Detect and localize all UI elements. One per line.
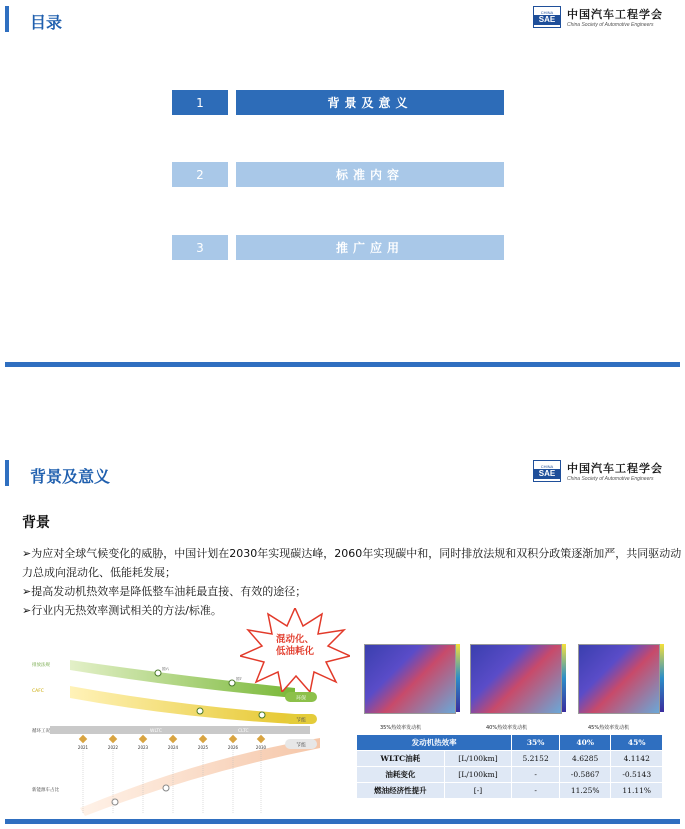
table-cell: [L/100km] — [444, 767, 512, 783]
standard-label: 国7 — [236, 677, 242, 681]
year-label: 2022 — [107, 745, 119, 750]
toc-slide — [0, 0, 685, 372]
lane-label: 新能源车占比 — [32, 788, 59, 793]
slide-title: 背景及意义 — [30, 467, 111, 486]
toc-item-3[interactable] — [172, 235, 504, 260]
table-cell: 5.2152 — [512, 751, 560, 767]
table-cell: [L/100km] — [444, 751, 512, 767]
table-cell: -0.5143 — [611, 767, 663, 783]
table-cell: -0.5867 — [559, 767, 611, 783]
colorbar — [562, 644, 566, 712]
bullet-list — [22, 544, 682, 620]
efficiency-table — [356, 734, 663, 799]
table-header-cell: 40% — [559, 735, 611, 751]
section-heading: 背景 — [22, 515, 50, 531]
engine-map-3 — [578, 644, 660, 714]
table-header-cell: 45% — [611, 735, 663, 751]
year-label: 2023 — [137, 745, 149, 750]
table-cell: - — [512, 767, 560, 783]
bullet-item: ➢行业内无热效率测试相关的方法/标准。 — [22, 604, 222, 617]
map-caption: 40%热效率发动机 — [486, 725, 528, 731]
engine-map-2 — [470, 644, 562, 714]
table-header-row — [357, 735, 663, 751]
table-row — [357, 783, 663, 799]
sae-badge-icon: CHINA SAE — [533, 460, 561, 482]
year-label: 2030 — [255, 745, 267, 750]
logo-name-cn: 中国汽车工程学会 — [567, 8, 663, 21]
year-label: 2026 — [227, 745, 239, 750]
standard-label: 国六 — [162, 667, 169, 671]
sae-badge-icon: CHINA SAE — [533, 6, 561, 28]
table-row — [357, 767, 663, 783]
table-cell: WLTC油耗 — [357, 751, 445, 767]
table-row — [357, 751, 663, 767]
csae-logo — [533, 6, 663, 28]
table-cell: - — [512, 783, 560, 799]
lane-label: 循环工况 — [32, 729, 50, 734]
map-caption: 45%热效率发动机 — [588, 725, 630, 731]
toc-item-2[interactable] — [172, 162, 504, 187]
starburst-text: 混动化、 低油耗化 — [275, 634, 314, 657]
toc-label: 标准内容 — [236, 162, 504, 187]
map-caption: 35%热效率发动机 — [380, 725, 422, 731]
logo-name-en: China Society of Automotive Engineers — [567, 476, 654, 482]
engine-map-1 — [364, 644, 456, 714]
tag-label: 环保 — [295, 695, 307, 702]
logo-name-cn: 中国汽车工程学会 — [567, 462, 663, 475]
toc-number: 3 — [172, 235, 228, 260]
title-accent-bar — [5, 460, 9, 486]
year-label: 2021 — [77, 745, 89, 750]
year-label: 2024 — [167, 745, 179, 750]
table-cell: 4.1142 — [611, 751, 663, 767]
toc-title: 目录 — [30, 13, 63, 32]
toc-label: 背景及意义 — [236, 90, 504, 115]
year-label: 2025 — [197, 745, 209, 750]
table-header-cell: 35% — [512, 735, 560, 751]
table-cell: 油耗变化 — [357, 767, 445, 783]
table-header-cell: 发动机热效率 — [357, 735, 512, 751]
table-cell: 燃油经济性提升 — [357, 783, 445, 799]
colorbar — [456, 644, 460, 712]
cycle-label: WLTC — [150, 729, 162, 734]
bullet-item: ➢提高发动机热效率是降低整车油耗最直接、有效的途径； — [22, 585, 307, 598]
cycle-label: CLTC — [238, 729, 249, 734]
csae-logo — [533, 460, 663, 482]
tag-label: 节能 — [295, 742, 307, 749]
tag-label: 节能 — [295, 717, 307, 724]
logo-name-en: China Society of Automotive Engineers — [567, 22, 654, 28]
title-accent-bar — [5, 6, 9, 32]
colorbar — [660, 644, 664, 712]
bullet-item: ➢为应对全球气候变化的威胁，中国计划在2030年实现碳达峰，2060年实现碳中和，同时排放法规和双积分政策逐渐加严，共同驱动动力总成向混动化、低能耗发展； — [22, 547, 682, 579]
lane-label: 排放法规 — [32, 663, 50, 668]
toc-label: 推广应用 — [236, 235, 504, 260]
toc-number: 2 — [172, 162, 228, 187]
toc-item-1[interactable] — [172, 90, 504, 115]
lane-label: CAFC — [32, 689, 44, 694]
table-cell: 4.6285 — [559, 751, 611, 767]
table-cell: 11.11% — [611, 783, 663, 799]
table-cell: [-] — [444, 783, 512, 799]
table-cell: 11.25% — [559, 783, 611, 799]
slide-bottom-rule — [5, 362, 680, 367]
toc-number: 1 — [172, 90, 228, 115]
slide-bottom-rule — [5, 819, 680, 824]
starburst-callout — [240, 608, 350, 692]
background-slide — [0, 448, 685, 829]
